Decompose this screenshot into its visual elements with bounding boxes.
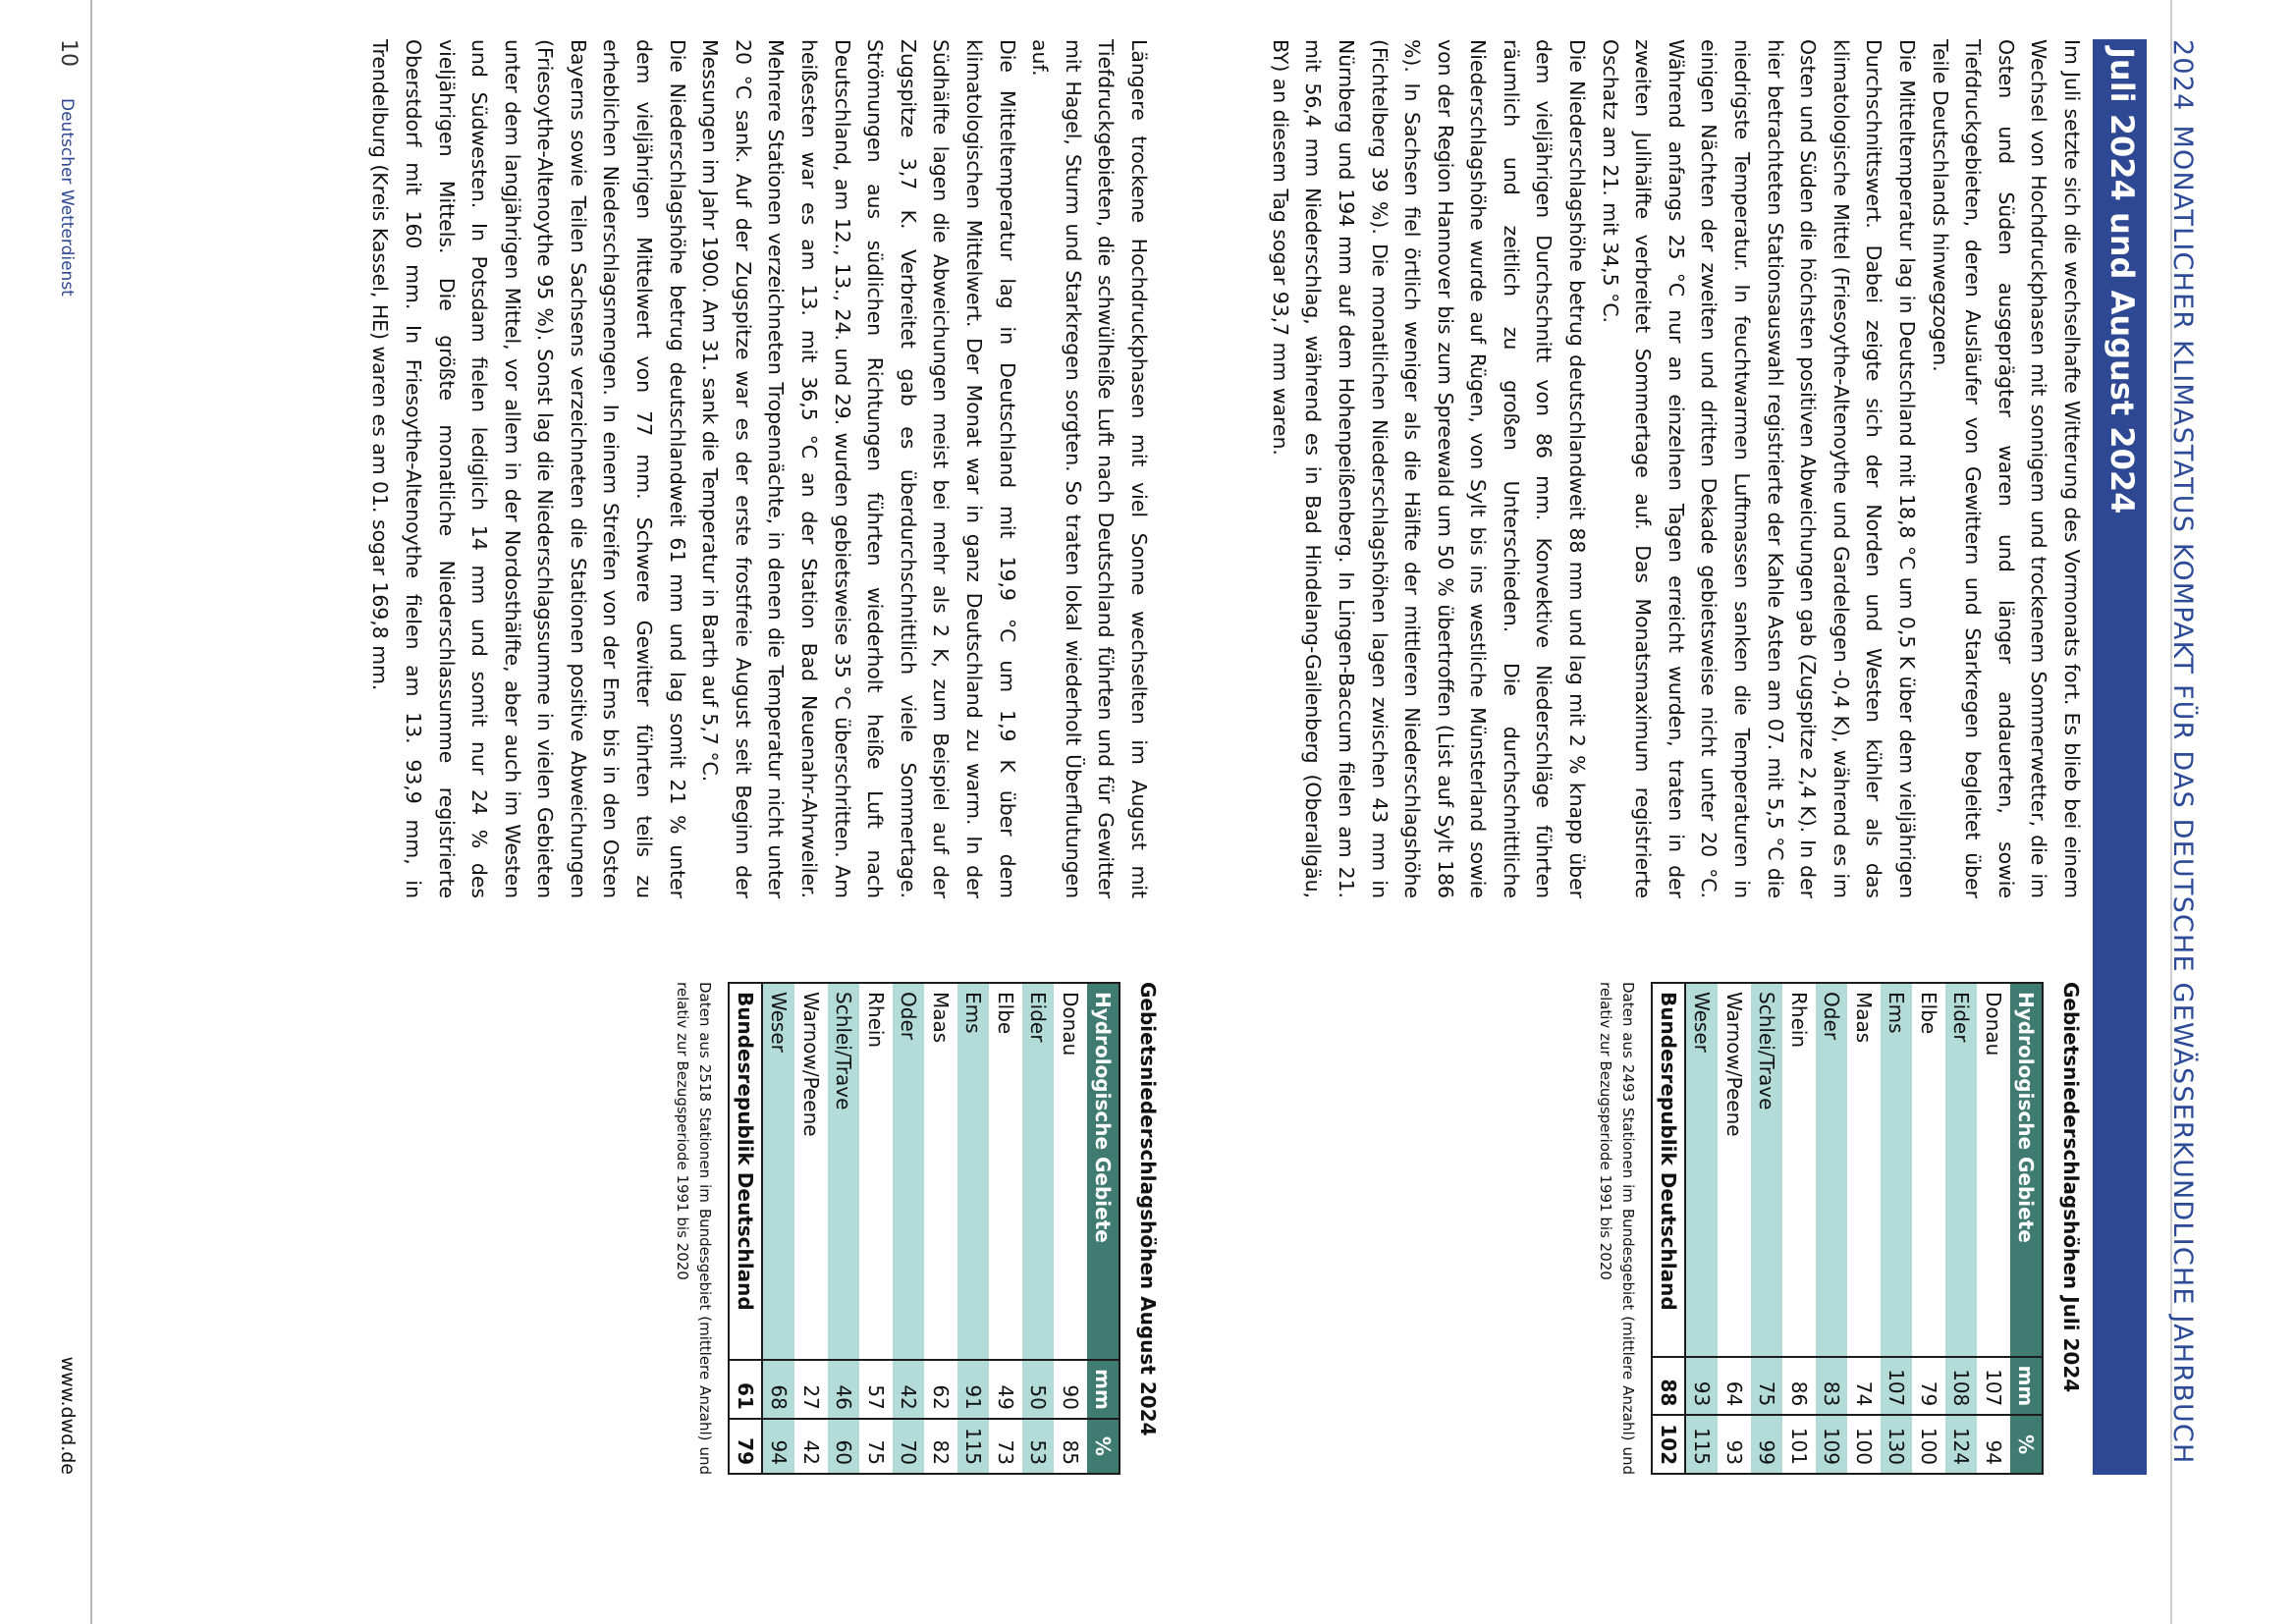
region-cell: Eider <box>1945 983 1978 1357</box>
header-year: 2024 <box>2167 39 2198 112</box>
table-row <box>828 983 860 1474</box>
percent-cell: 115 <box>1685 1415 1719 1474</box>
table-row <box>1913 983 1945 1474</box>
august-table-note: Daten aus 2518 Stationen im Bundesgebiet (mittlere Anzahl) und relativ zur Bezugsperiode 1991 bis 2020 <box>674 982 714 1475</box>
region-cell: Warnow/Peene <box>1719 983 1751 1357</box>
region-cell: Rhein <box>1783 983 1816 1357</box>
footer-url-link[interactable]: www.dwd.de <box>57 1356 79 1475</box>
region-cell: Ems <box>1881 983 1913 1357</box>
percent-cell: 75 <box>860 1419 893 1474</box>
mm-cell: 107 <box>1881 1357 1913 1416</box>
august-paragraph: Längere trockene Hochdruckphasen mit viel Sonne wechselten im August mit Tiefdruckgebieten, die schwülheiße Luft nach Deutschland führten und für Gewitter mit Hagel, Sturm und Starkregen sorgten. So traten lokal wiederholt Überflutungen auf. <box>1028 39 1151 898</box>
table-header-row <box>1087 983 1120 1474</box>
table-total-row <box>1652 983 1685 1474</box>
percent-cell: 99 <box>1751 1415 1783 1474</box>
mm-cell: 108 <box>1945 1357 1978 1416</box>
column-header: % <box>2010 1415 2044 1474</box>
table-row <box>1783 983 1816 1474</box>
percent-cell: 53 <box>1022 1419 1055 1474</box>
region-cell: Maas <box>1848 983 1881 1357</box>
percent-cell: 85 <box>1055 1419 1087 1474</box>
july-paragraph: Im Juli setzte sich die wechselhafte Witterung des Vormonats fort. Es blieb bei einem Wechsel von Hochdruckphasen mit sonnigem und trockenem Sommerwetter, die im Osten und Süden ausgeprägter waren und länger andauerten, sowie Tiefdruckgebieten, deren Ausläufer von Gewittern und Starkregen begleitet über Teile Deutschlands hinwegzogen. <box>1928 39 2084 898</box>
mm-cell: 79 <box>1913 1357 1945 1416</box>
percent-cell: 94 <box>1978 1415 2010 1474</box>
percent-cell: 94 <box>762 1419 795 1474</box>
percent-cell: 109 <box>1816 1415 1848 1474</box>
percent-cell: 100 <box>1848 1415 1881 1474</box>
mm-cell: 88 <box>1652 1357 1685 1416</box>
percent-cell: 115 <box>957 1419 990 1474</box>
table-row <box>1881 983 1913 1474</box>
header-title: MONATLICHER KLIMASTATUS KOMPAKT FÜR DAS DEUTSCHE GEWÄSSERKUNDLICHE JAHRBUCH <box>2167 125 2198 1465</box>
percent-cell: 73 <box>990 1419 1022 1474</box>
table-row <box>795 983 828 1474</box>
table-header-row <box>2010 983 2044 1474</box>
percent-cell: 102 <box>1652 1415 1685 1474</box>
region-cell: Weser <box>762 983 795 1360</box>
table-row <box>860 983 893 1474</box>
column-header: mm <box>2010 1357 2044 1416</box>
table-row <box>893 983 925 1474</box>
percent-cell: 124 <box>1945 1415 1978 1474</box>
mm-cell: 68 <box>762 1360 795 1419</box>
table-row <box>1022 983 1055 1474</box>
region-cell: Schlei/Trave <box>828 983 860 1360</box>
mm-cell: 61 <box>729 1360 762 1419</box>
region-cell: Oder <box>1816 983 1848 1357</box>
table-row <box>1816 983 1848 1474</box>
august-text-column <box>363 39 1155 898</box>
mm-cell: 93 <box>1685 1357 1719 1416</box>
percent-cell: 100 <box>1913 1415 1945 1474</box>
table-row <box>1945 983 1978 1474</box>
table-total-row <box>729 983 762 1474</box>
column-header: mm <box>1087 1360 1120 1419</box>
august-table-block <box>671 982 1160 1475</box>
table-row <box>1848 983 1881 1474</box>
percent-cell: 82 <box>925 1419 957 1474</box>
column-header: Hydrologische Gebiete <box>2010 983 2044 1357</box>
column-header: Hydrologische Gebiete <box>1087 983 1120 1360</box>
table-row <box>1751 983 1783 1474</box>
table-row <box>1719 983 1751 1474</box>
table-row <box>957 983 990 1474</box>
mm-cell: 50 <box>1022 1360 1055 1419</box>
mm-cell: 62 <box>925 1360 957 1419</box>
table-row <box>925 983 957 1474</box>
july-paragraph: Die Mitteltemperatur lag in Deutschland mit 18,8 °C um 0,5 K über dem vieljährigen Durchschnittswert. Dabei zeigte sich der Norden und Westen kühler als das klimatologische Mittel (Friesoythe-Altenoythe und Gardelegen -0,4 K), während es im Osten und Süden die höchsten positiven Abweichungen gab (Zugspitze 2,4 K). In der hier betrachteten Stationsauswahl registrierte der Kahle Asten am 07. mit 5,5 °C die niedrigste Temperatur. In feuchtwarmen Luftmassen sanken die Temperaturen in einigen Nächten der zweiten und dritten Dekade gebietsweise nicht unter 20 °C. Während anfangs 25 °C nur an einzelnen Tagen erreicht wurden, traten in der zweiten Julihälfte verbreitet Sommertage auf. Das Monatsmaximum registrierte Oschatz am 21. mit 34,5 °C. <box>1598 39 1920 898</box>
table-row <box>762 983 795 1474</box>
footer-organization: Deutscher Wetterdienst <box>57 98 77 297</box>
table-row <box>1685 983 1719 1474</box>
percent-cell: 60 <box>828 1419 860 1474</box>
mm-cell: 86 <box>1783 1357 1816 1416</box>
section-title-bar <box>2093 39 2147 1475</box>
region-cell: Oder <box>893 983 925 1360</box>
running-header <box>2167 39 2198 1465</box>
mm-cell: 74 <box>1848 1357 1881 1416</box>
section-title: Juli 2024 und August 2024 <box>2103 47 2141 514</box>
table-row <box>990 983 1022 1474</box>
mm-cell: 49 <box>990 1360 1022 1419</box>
table-row <box>1978 983 2010 1474</box>
july-text-column <box>1263 39 2088 898</box>
percent-cell: 42 <box>795 1419 828 1474</box>
table-row <box>1055 983 1087 1474</box>
july-table-title: Gebietsniederschlagshöhen Juli 2024 <box>2059 982 2083 1393</box>
percent-cell: 130 <box>1881 1415 1913 1474</box>
region-cell: Ems <box>957 983 990 1360</box>
mm-cell: 46 <box>828 1360 860 1419</box>
region-cell: Rhein <box>860 983 893 1360</box>
region-cell: Elbe <box>990 983 1022 1360</box>
july-table-note: Daten aus 2493 Stationen im Bundesgebiet (mittlere Anzahl) und relativ zur Bezugsperiode 1991 bis 2020 <box>1597 982 1637 1475</box>
july-precipitation-table <box>1651 982 2044 1475</box>
region-cell: Warnow/Peene <box>795 983 828 1360</box>
region-cell: Eider <box>1022 983 1055 1360</box>
region-cell: Schlei/Trave <box>1751 983 1783 1357</box>
mm-cell: 57 <box>860 1360 893 1419</box>
region-cell: Maas <box>925 983 957 1360</box>
july-paragraph: Die Niederschlagshöhe betrug deutschlandweit 88 mm und lag mit 2 % knapp über dem vieljährigen Durchschnitt von 86 mm. Konvektive Niederschläge führten räumlich und zeitlich zu großen Unterschieden. Die durchschnittliche Niederschlagshöhe wurde auf Rügen, von Sylt bis ins westliche Münsterland sowie von der Region Hannover bis zum Spreewald um 50 % übertroffen (List auf Sylt 186 %). In Sachsen fiel örtlich weniger als die Hälfte der mittleren Niederschlagshöhe (Fichtelberg 39 %). Die monatlichen Niederschlagshöhen lagen zwischen 43 mm in Nürnberg und 194 mm auf dem Hohenpeißenberg. In Lingen-Baccum fielen am 21. mit 56,4 mm Niederschlag, während es in Bad Hindelang-Gailenberg (Oberallgäu, BY) an diesem Tag sogar 93,7 mm waren. <box>1268 39 1590 898</box>
percent-cell: 101 <box>1783 1415 1816 1474</box>
column-header: % <box>1087 1419 1120 1474</box>
mm-cell: 42 <box>893 1360 925 1419</box>
region-cell: Bundesrepublik Deutschland <box>729 983 762 1360</box>
region-cell: Donau <box>1055 983 1087 1360</box>
mm-cell: 64 <box>1719 1357 1751 1416</box>
mm-cell: 107 <box>1978 1357 2010 1416</box>
mm-cell: 90 <box>1055 1360 1087 1419</box>
region-cell: Elbe <box>1913 983 1945 1357</box>
mm-cell: 91 <box>957 1360 990 1419</box>
mm-cell: 75 <box>1751 1357 1783 1416</box>
mm-cell: 83 <box>1816 1357 1848 1416</box>
august-table-title: Gebietsniederschlagshöhen August 2024 <box>1136 982 1160 1436</box>
page-number: 10 <box>56 39 81 67</box>
region-cell: Bundesrepublik Deutschland <box>1652 983 1685 1357</box>
august-paragraph: Die Mitteltemperatur lag in Deutschland mit 19,9 °C um 1,9 K über dem klimatologischen Mittelwert. Der Monat war in ganz Deutschland zu warm. In der Südhälfte lagen die Abweichungen meist bei mehr als 2 K, zum Beispiel auf der Zugspitze 3,7 K. Verbreitet gab es überdurchschnittlich viele Sommertage. Strömungen aus südlichen Richtungen führten wiederholt heiße Luft nach Deutschland, am 12., 13., 24. und 29. wurden gebietsweise 35 °C überschritten. Am heißesten war es am 13. mit 36,5 °C an der Station Bad Neuenahr-Ahrweiler. Mehrere Stationen verzeichneten Tropennächte, in denen die Temperatur nicht unter 20 °C sank. Auf der Zugspitze war es der erste frostfreie August seit Beginn der Messungen im Jahr 1900. Am 31. sank die Temperatur in Barth auf 5,7 °C. <box>698 39 1019 898</box>
mm-cell: 27 <box>795 1360 828 1419</box>
august-precipitation-table <box>728 982 1120 1475</box>
percent-cell: 93 <box>1719 1415 1751 1474</box>
region-cell: Weser <box>1685 983 1719 1357</box>
percent-cell: 70 <box>893 1419 925 1474</box>
july-table-block <box>1594 982 2083 1475</box>
percent-cell: 79 <box>729 1419 762 1474</box>
region-cell: Donau <box>1978 983 2010 1357</box>
august-paragraph: Die Niederschlagshöhe betrug deutschlandweit 61 mm und lag somit 21 % unter dem vieljährigen Mittelwert von 77 mm. Schwere Gewitter führten teils zu erheblichen Niederschlagsmengen. In einem Streifen von der Ems bis in den Osten Bayerns sowie Teilen Sachsens verzeichneten die Stationen positive Abweichungen (Friesoythe-Altenoythe 95 %). Sonst lag die Niederschlagssumme in vielen Gebieten unter dem langjährigen Mittel, vor allem in der Nordosthälfte, aber auch im Westen und Südwesten. In Potsdam fielen lediglich 14 mm und somit nur 24 % des vieljährigen Mittels. Die größte monatliche Niederschlassumme registrierte Oberstdorf mit 160 mm. In Friesoythe-Altenoythe fielen am 13. 93,9 mm, in Trendelburg (Kreis Kassel, HE) waren es am 01. sogar 169,8 mm. <box>368 39 689 898</box>
